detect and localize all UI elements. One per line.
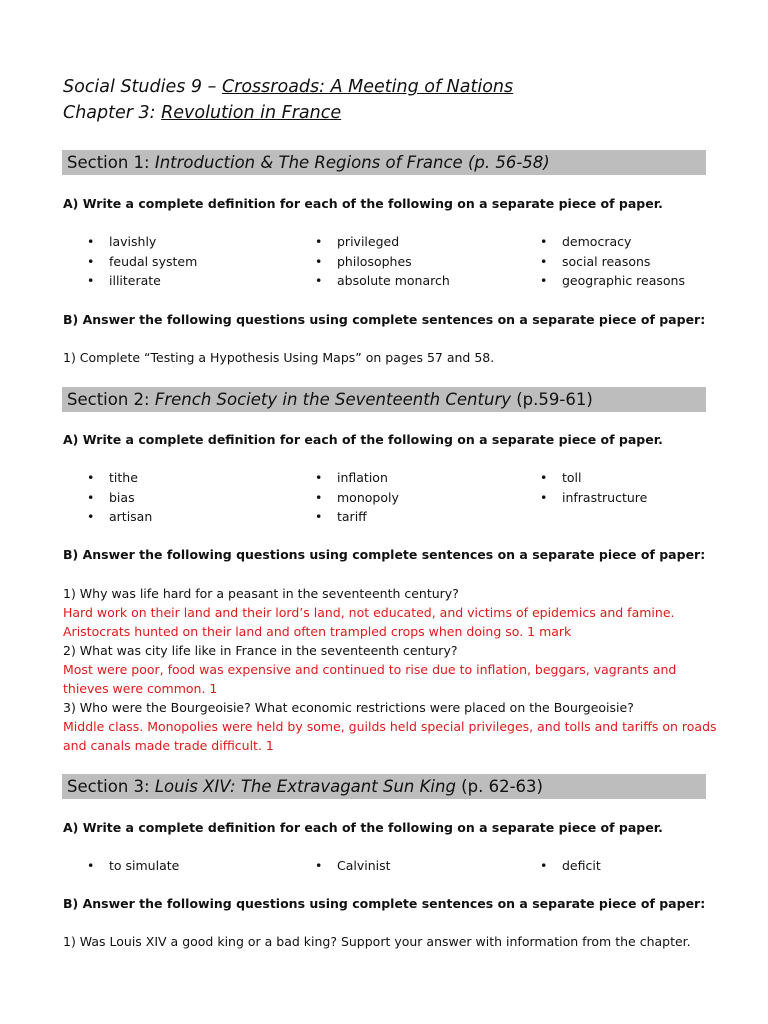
course-title	[63, 76, 513, 98]
section-3-terms-col-1	[87, 856, 179, 876]
section-2-answer-2-line-2: thieves were common. 1	[63, 681, 218, 696]
section-1-instruction-a: A) Write a complete definition for each of the following on a separate piece of paper.	[63, 196, 663, 211]
section-3-terms-col-3	[540, 856, 601, 876]
section-2-question-2: 2) What was city life like in France in the seventeenth century?	[63, 643, 458, 658]
section-2-title: French Society in the Seventeenth Century	[154, 390, 511, 409]
section-2-terms-col-3	[540, 468, 647, 507]
term-item: • deficit	[540, 856, 601, 876]
section-1-label: Section 1:	[67, 153, 155, 172]
section-2-instruction-a: A) Write a complete definition for each of the following on a separate piece of paper.	[63, 432, 663, 447]
section-2-question-3: 3) Who were the Bourgeoisie? What economic restrictions were placed on the Bourgeoisie?	[63, 700, 634, 715]
section-2-terms-col-1	[87, 468, 152, 527]
section-3-instruction-b: B) Answer the following questions using complete sentences on a separate piece of paper:	[63, 896, 706, 911]
section-3-label: Section 3:	[67, 777, 155, 796]
chapter-prefix: Chapter 3:	[63, 103, 162, 123]
section-2-answer-3-line-2: and canals made trade difficult. 1	[63, 738, 274, 753]
section-1-header	[62, 150, 706, 175]
section-3-pages: (p. 62-63)	[455, 777, 543, 796]
section-1-terms-col-3	[540, 232, 685, 291]
term-item: • absolute monarch	[315, 271, 450, 291]
section-2-instruction-b: B) Answer the following questions using complete sentences on a separate piece of paper:	[63, 547, 706, 562]
section-1-instruction-b: B) Answer the following questions using complete sentences on a separate piece of paper:	[63, 312, 706, 327]
term-item: • privileged	[315, 232, 450, 252]
section-2-answer-2-line-1: Most were poor, food was expensive and continued to rise due to inflation, beggars, vagrants and	[63, 662, 677, 677]
term-item: • inflation	[315, 468, 399, 488]
term-item: • democracy	[540, 232, 685, 252]
section-3-title: Louis XIV: The Extravagant Sun King	[154, 777, 456, 796]
term-item: • to simulate	[87, 856, 179, 876]
term-item: • toll	[540, 468, 647, 488]
section-2-answer-1-line-1: Hard work on their land and their lord’s land, not educated, and victims of epidemics and famine.	[63, 605, 675, 620]
section-3-instruction-a: A) Write a complete definition for each of the following on a separate piece of paper.	[63, 820, 663, 835]
term-item: • tariff	[315, 507, 399, 527]
section-2-question-1: 1) Why was life hard for a peasant in the seventeenth century?	[63, 586, 459, 601]
term-item: • illiterate	[87, 271, 197, 291]
section-1-terms-col-2	[315, 232, 450, 291]
chapter-title	[63, 102, 341, 124]
term-item: • lavishly	[87, 232, 197, 252]
course-prefix: Social Studies 9 –	[63, 77, 222, 97]
term-item: • infrastructure	[540, 488, 647, 508]
term-item: • philosophes	[315, 252, 450, 272]
section-2-pages: (p.59-61)	[511, 390, 593, 409]
term-item: • tithe	[87, 468, 152, 488]
section-1-terms-col-1	[87, 232, 197, 291]
term-item: • monopoly	[315, 488, 399, 508]
term-item: • artisan	[87, 507, 152, 527]
term-item: • geographic reasons	[540, 271, 685, 291]
section-1-title: Introduction & The Regions of France (p. 56-58)	[154, 153, 550, 172]
section-3-question-1: 1) Was Louis XIV a good king or a bad king? Support your answer with information from the chapter.	[63, 934, 691, 949]
section-2-label: Section 2:	[67, 390, 155, 409]
section-2-answer-3-line-1: Middle class. Monopolies were held by some, guilds held special privileges, and tolls and tariffs on roads	[63, 719, 717, 734]
section-2-answer-1-line-2: Aristocrats hunted on their land and often trampled crops when doing so. 1 mark	[63, 624, 572, 639]
section-3-header	[62, 774, 706, 799]
course-book: Crossroads: A Meeting of Nations	[221, 77, 514, 97]
section-3-terms-col-2	[315, 856, 391, 876]
term-item: • bias	[87, 488, 152, 508]
section-2-terms-col-2	[315, 468, 399, 527]
section-1-question-1: 1) Complete “Testing a Hypothesis Using Maps” on pages 57 and 58.	[63, 350, 495, 365]
term-item: • social reasons	[540, 252, 685, 272]
chapter-name: Revolution in France	[161, 103, 342, 123]
term-item: • feudal system	[87, 252, 197, 272]
section-2-header	[62, 387, 706, 412]
term-item: • Calvinist	[315, 856, 391, 876]
